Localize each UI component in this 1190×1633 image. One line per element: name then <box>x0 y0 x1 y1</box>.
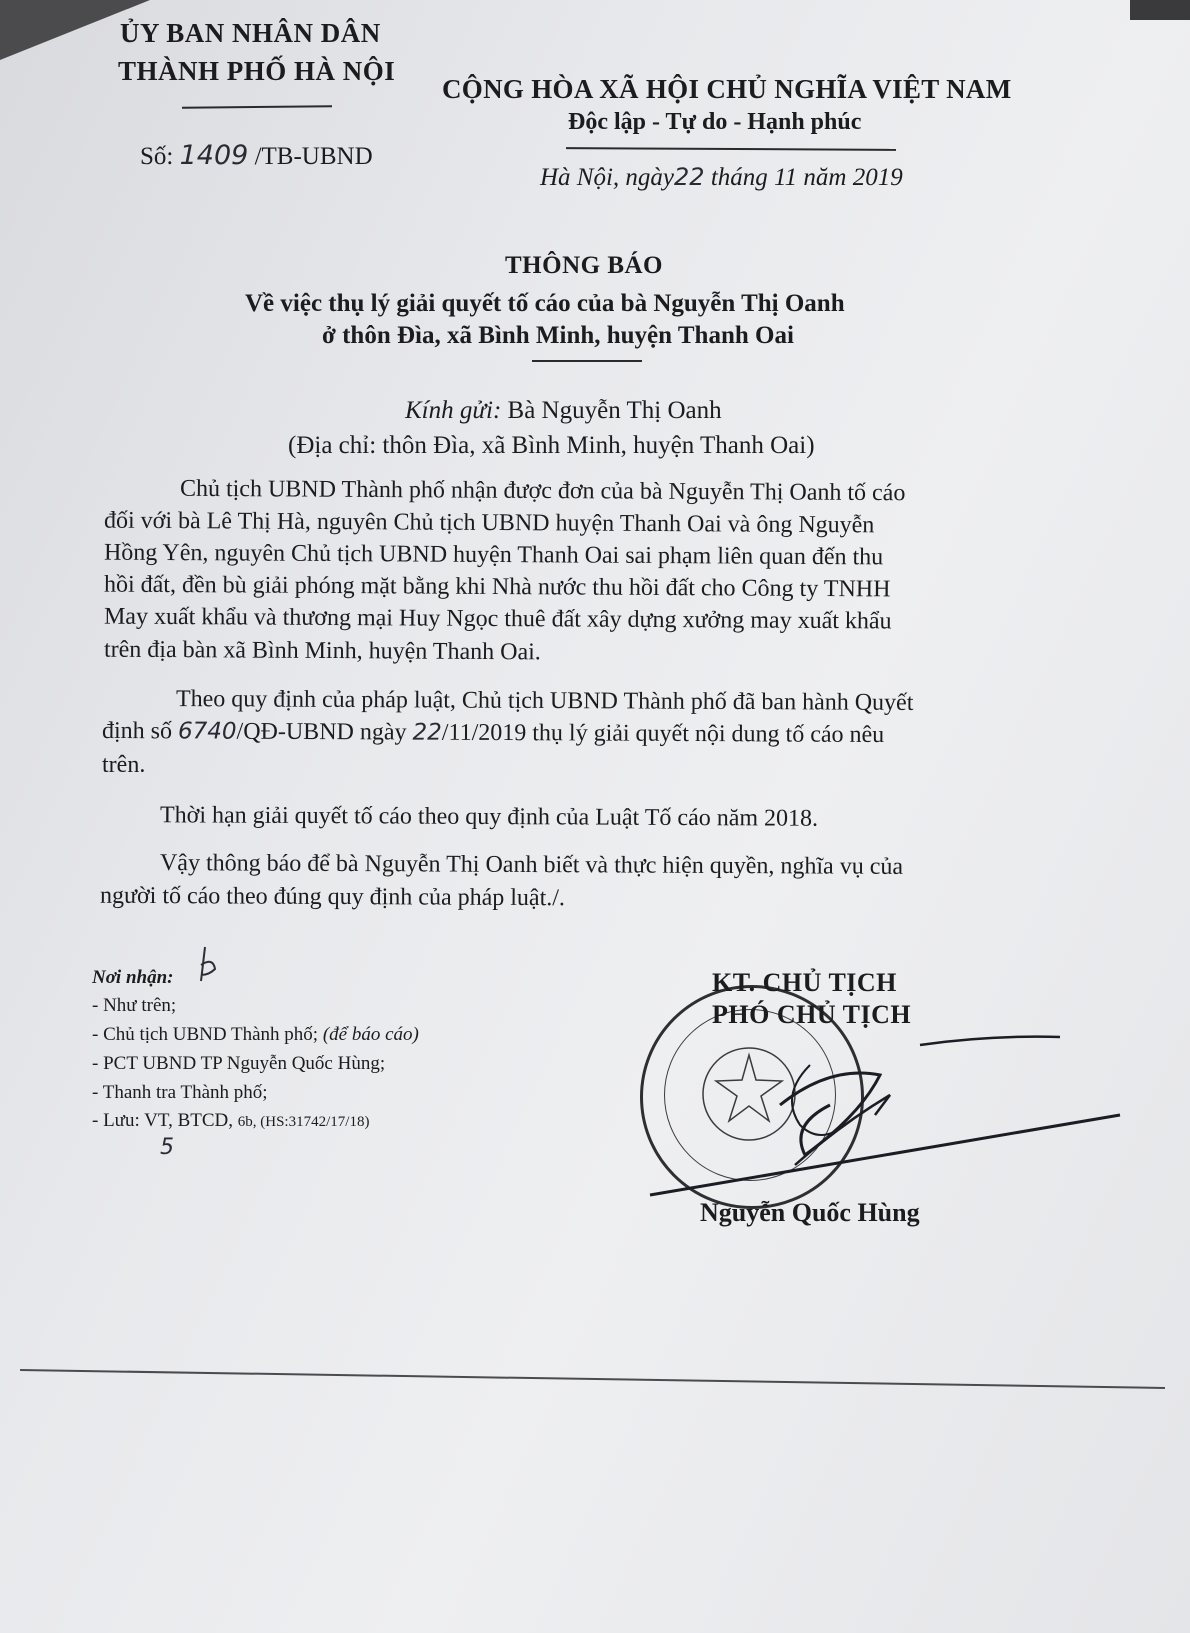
recipients-item-1: - Như trên; <box>92 995 177 1016</box>
paragraph-1-line-6: trên địa bàn xã Bình Minh, huyện Thanh Oai. <box>103 636 541 666</box>
date-day-handwritten: 22 <box>674 163 705 191</box>
issuer-underline <box>182 105 332 109</box>
recipients-item-5-ref: 6b, (HS:31742/17/18) <box>237 1114 370 1130</box>
issuer-line-2: THÀNH PHỐ HÀ NỘI <box>118 56 396 86</box>
recipients-item-4: - Thanh tra Thành phố; <box>92 1082 268 1103</box>
motto: Độc lập - Tự do - Hạnh phúc <box>568 109 862 135</box>
recipient-label: Kính gửi: <box>405 397 502 424</box>
decision-day-handwritten: 22 <box>412 719 442 746</box>
subject-line-1: Về việc thụ lý giải quyết tố cáo của bà Nguyễn Thị Oanh <box>245 290 845 317</box>
paragraph-1-line-2: đối với bà Lê Thị Hà, nguyên Chủ tịch UBND huyện Thanh Oai và ông Nguyễn <box>103 507 875 539</box>
signer-title-2: PHÓ CHỦ TỊCH <box>712 1000 912 1029</box>
signer-title-1: KT. CHỦ TỊCH <box>712 968 897 997</box>
handwritten-signature <box>630 1005 1150 1205</box>
place-date-suffix: tháng 11 năm 2019 <box>704 164 903 191</box>
page-edge-shadow <box>1130 0 1190 20</box>
recipients-item-5 <box>92 1110 369 1132</box>
signer-name: Nguyễn Quốc Hùng <box>700 1198 920 1227</box>
decision-middle: /QĐ-UBND ngày <box>236 718 413 746</box>
republic-name: CỘNG HÒA XÃ HỘI CHỦ NGHĨA VIỆT NAM <box>442 74 1012 104</box>
decision-number-handwritten: 6740 <box>177 718 237 745</box>
recipients-item-2 <box>92 1024 419 1046</box>
place-date-prefix: Hà Nội, ngày <box>540 164 675 191</box>
decision-prefix: định số <box>101 717 179 745</box>
paragraph-2-line-2 <box>102 718 884 749</box>
paragraph-2-line-1: Theo quy định của pháp luật, Chủ tịch UBND Thành phố đã ban hành Quyết <box>175 686 914 716</box>
recipient-address: (Địa chỉ: thôn Đìa, xã Bình Minh, huyện Thanh Oai) <box>288 432 815 459</box>
initial-mark <box>195 945 225 985</box>
decision-suffix: /11/2019 thụ lý giải quyết nội dung tố cáo nêu <box>441 719 885 749</box>
recipients-item-5-text: - Lưu: VT, BTCD, <box>92 1110 234 1131</box>
recipients-item-2-note: (để báo cáo) <box>322 1024 419 1045</box>
recipient <box>405 397 722 425</box>
document-number-suffix: /TB-UBND <box>254 143 373 170</box>
paragraph-4-line-2: người tố cáo theo đúng quy định của pháp luật./. <box>99 882 566 912</box>
title-underline <box>532 360 642 362</box>
handwritten-note-5: 5 <box>160 1135 174 1160</box>
place-date <box>540 163 903 192</box>
footer-rule <box>20 1369 1165 1388</box>
document-number-handwritten: 1409 <box>179 140 249 171</box>
paragraph-3: Thời hạn giải quyết tố cáo theo quy định của Luật Tố cáo năm 2018. <box>159 802 819 832</box>
document-number <box>140 140 373 171</box>
recipients-heading: Nơi nhận: <box>92 967 174 988</box>
issuer-line-1: ỦY BAN NHÂN DÂN <box>120 18 381 48</box>
subject-line-2: ở thôn Đìa, xã Bình Minh, huyện Thanh Oai <box>322 322 794 349</box>
recipients-item-2-text: - Chủ tịch UBND Thành phố; <box>92 1024 319 1045</box>
motto-underline <box>566 147 896 151</box>
paragraph-1-line-3: Hồng Yên, nguyên Chủ tịch UBND huyện Thanh Oai sai phạm liên quan đến thu <box>103 539 884 571</box>
recipient-name: Bà Nguyễn Thị Oanh <box>507 397 722 424</box>
recipients-item-3: - PCT UBND TP Nguyễn Quốc Hùng; <box>92 1053 386 1074</box>
document-title: THÔNG BÁO <box>505 252 663 279</box>
document-number-prefix: Số: <box>140 143 174 170</box>
paragraph-4-line-1: Vậy thông báo để bà Nguyễn Thị Oanh biết và thực hiện quyền, nghĩa vụ của <box>159 850 904 880</box>
paragraph-1-line-4: hồi đất, đền bù giải phóng mặt bằng khi Nhà nước thu hồi đất cho Công ty TNHH <box>103 571 891 603</box>
paragraph-1-line-1: Chủ tịch UBND Thành phố nhận được đơn của bà Nguyễn Thị Oanh tố cáo <box>179 475 906 507</box>
paragraph-1-line-5: May xuất khẩu và thương mại Huy Ngọc thuê đất xây dựng xưởng may xuất khẩu <box>103 603 892 635</box>
paragraph-2-line-3: trên. <box>102 752 146 778</box>
